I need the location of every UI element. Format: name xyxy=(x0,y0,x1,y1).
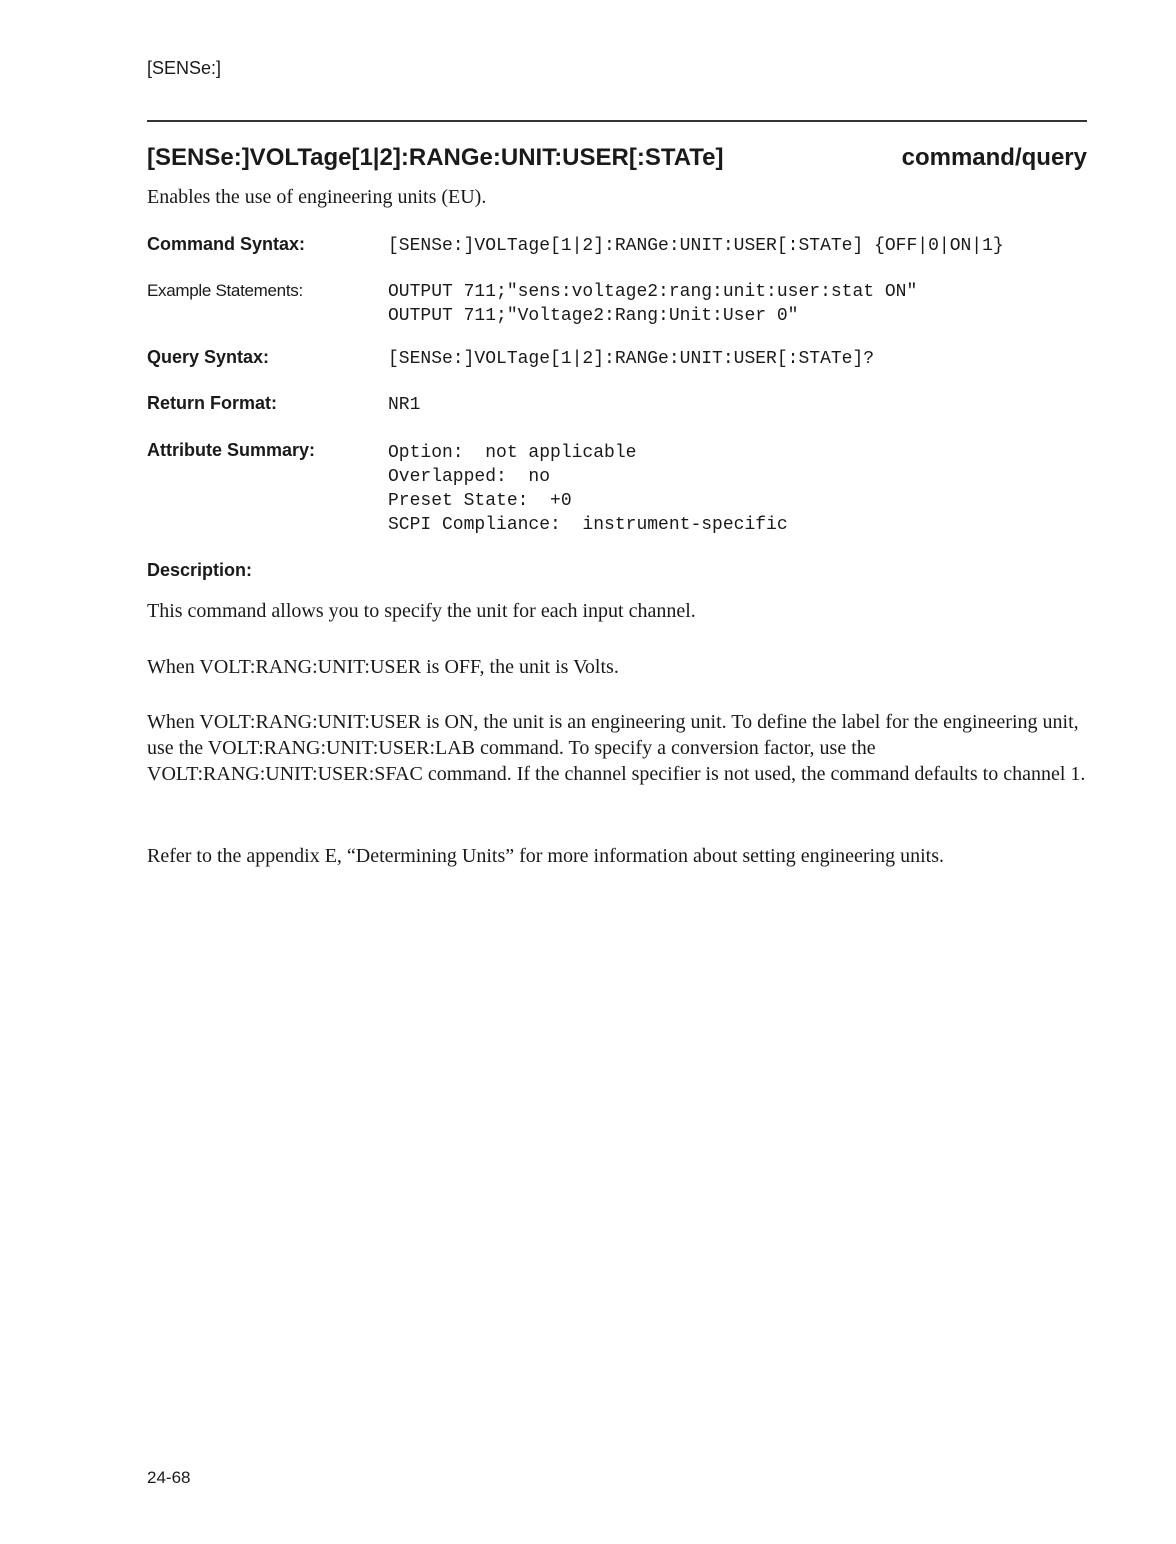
description-paragraph-3: When VOLT:RANG:UNIT:USER is ON, the unit is an engineering unit. To define the label for the engineering unit, use the VOLT:RANG:UNIT:USER:LAB command. To specify a conversion factor, use the VOLT:RANG:UNIT:USER:SFAC command. If the channel specifier is not used, the command defaults to channel 1. xyxy=(147,711,1086,785)
running-head: [SENSe:] xyxy=(147,58,222,78)
attribute-scpi-compliance: SCPI Compliance: instrument-specific xyxy=(388,515,788,535)
page-number: 24-68 xyxy=(147,1468,191,1487)
attribute-option: Option: not applicable xyxy=(388,443,637,463)
command-intro: Enables the use of engineering units (EU). xyxy=(147,186,487,208)
command-syntax-value: [SENSe:]VOLTage[1|2]:RANGe:UNIT:USER[:STATe] {OFF|0|ON|1} xyxy=(388,236,1004,256)
description-paragraph-1: This command allows you to specify the unit for each input channel. xyxy=(147,600,696,622)
command-title: [SENSe:]VOLTage[1|2]:RANGe:UNIT:USER[:STATe] xyxy=(147,144,724,171)
example-statements-label: Example Statements: xyxy=(147,281,303,300)
query-syntax-label: Query Syntax: xyxy=(147,347,270,367)
attribute-summary-label: Attribute Summary: xyxy=(147,440,316,460)
example-statement-1: OUTPUT 711;"sens:voltage2:rang:unit:user:stat ON" xyxy=(388,282,918,302)
return-format-value: NR1 xyxy=(388,395,421,415)
attribute-preset-state: Preset State: +0 xyxy=(388,491,572,511)
description-label: Description: xyxy=(147,560,253,580)
attribute-overlapped: Overlapped: no xyxy=(388,467,551,487)
description-paragraph-4: Refer to the appendix E, “Determining Units” for more information about setting engineering units. xyxy=(147,845,945,867)
return-format-label: Return Format: xyxy=(147,393,277,413)
example-statement-2: OUTPUT 711;"Voltage2:Rang:Unit:User 0" xyxy=(388,306,799,326)
header-divider xyxy=(147,120,1087,122)
command-heading xyxy=(147,144,1087,178)
command-syntax-label: Command Syntax: xyxy=(147,234,306,254)
query-syntax-value: [SENSe:]VOLTage[1|2]:RANGe:UNIT:USER[:STATe]? xyxy=(388,349,875,369)
command-type: command/query xyxy=(901,144,1087,171)
description-paragraph-2: When VOLT:RANG:UNIT:USER is OFF, the unit is Volts. xyxy=(147,656,619,678)
